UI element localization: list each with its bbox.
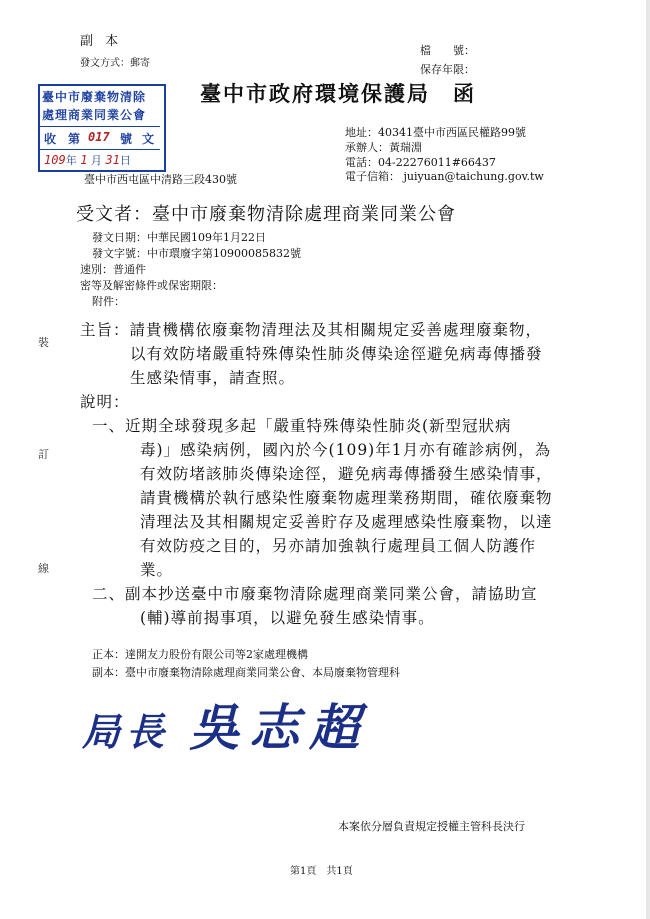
signature-name: 吳志超	[189, 698, 370, 757]
stamp-number-suffix: 號	[120, 132, 133, 146]
subject-line: 生感染情事，請查照。	[130, 369, 296, 387]
speed-class: 速別：普通件	[80, 263, 146, 276]
subject-line: 主旨：請貴機構依廢棄物清理法及其相關規定妥善處理廢棄物，	[80, 321, 543, 339]
retention-label: 保存年限：	[420, 63, 475, 76]
signature-title: 局長	[82, 709, 171, 754]
stamp-month-unit: 月	[90, 154, 102, 167]
issue-date: 發文日期：中華民國109年1月22日	[92, 231, 266, 244]
secrecy-level: 密等及解密條件或保密期限：	[80, 279, 223, 292]
stamp-date-day: 31	[105, 153, 120, 167]
item-line: 清理法及其相關規定妥善貯存及處理感染性廢棄物，以達	[140, 513, 553, 531]
stamp-org-line1: 臺中市廢棄物清除	[42, 90, 147, 104]
phone: 電話：04-22276011#66437	[345, 156, 496, 169]
stamp-year-unit: 年	[65, 154, 77, 167]
document-number: 發文字號：中市環廢字第10900085832號	[92, 247, 301, 260]
item-line: 毒)」感染病例，國內於今(109)年1月亦有確診病例，為	[140, 441, 552, 459]
binding-mark: 訂	[38, 448, 49, 461]
director-signature-seal	[82, 688, 369, 760]
item-line: 二、副本抄送臺中市廢棄物清除處理商業同業公會，請協助宣	[92, 585, 538, 603]
item-line: 有效防堵該肺炎傳染途徑，避免病毒傳播發生感染情事，	[140, 465, 553, 483]
archive-number-label: 檔 號：	[420, 44, 475, 57]
address: 地址：40341臺中市西區民權路99號	[345, 126, 526, 139]
stamp-org-line2: 處理商業同業公會	[42, 108, 147, 122]
page-number: 第1頁 共1頁	[290, 866, 353, 877]
stamp-receipt-label: 收	[44, 132, 57, 146]
item-line: 業。	[140, 561, 174, 579]
stamp-date-month: 1	[80, 153, 88, 167]
item-line: 有效防疫之目的，另亦請加強執行處理員工個人防護作	[140, 537, 537, 555]
contact-person: 承辦人：黃瑞淵	[345, 141, 422, 154]
stamp-date	[44, 152, 131, 168]
agency-title: 臺中市政府環境保護局 函	[200, 81, 476, 106]
stamp-doc-label: 文	[142, 132, 155, 146]
stamp-number-value: 017	[88, 130, 110, 144]
recipient-address: 臺中市西屯區中清路三段430號	[84, 173, 237, 186]
original-recipients: 正本：達開友力股份有限公司等2家處理機構	[92, 648, 308, 661]
scan-edge	[646, 0, 650, 919]
subject-line: 以有效防堵嚴重特殊傳染性肺炎傳染途徑避免病毒傳播發	[130, 345, 543, 363]
copy-label: 副 本	[80, 34, 123, 49]
binding-mark: 裝	[38, 336, 49, 349]
stamp-number-label: 第	[68, 132, 81, 146]
attachment: 附件：	[92, 295, 125, 308]
authorization-note: 本案依分層負責規定授權主管科長決行	[338, 820, 525, 833]
item-line: 一、近期全球發現多起「嚴重特殊傳染性肺炎(新型冠狀病	[92, 417, 512, 435]
stamp-number-row	[40, 126, 160, 150]
explanation-label: 說明：	[80, 393, 130, 411]
stamp-day-unit: 日	[119, 154, 131, 167]
copy-recipients: 副本：臺中市廢棄物清除處理商業同業公會、本局廢棄物管理科	[92, 666, 400, 679]
item-line: 請貴機構於執行感染性廢棄物處理業務期間，確依廢棄物	[140, 489, 553, 507]
binding-mark: 線	[38, 562, 49, 575]
recipient: 受文者：臺中市廢棄物清除處理商業同業公會	[76, 204, 456, 225]
email: 電子信箱： juiyuan@taichung.gov.tw	[345, 170, 544, 183]
item-line: (輔)導前揭事項，以避免發生感染情事。	[140, 609, 435, 627]
receipt-stamp	[38, 84, 166, 172]
delivery-method: 發文方式：郵寄	[80, 58, 150, 69]
stamp-date-year: 109	[44, 153, 66, 167]
